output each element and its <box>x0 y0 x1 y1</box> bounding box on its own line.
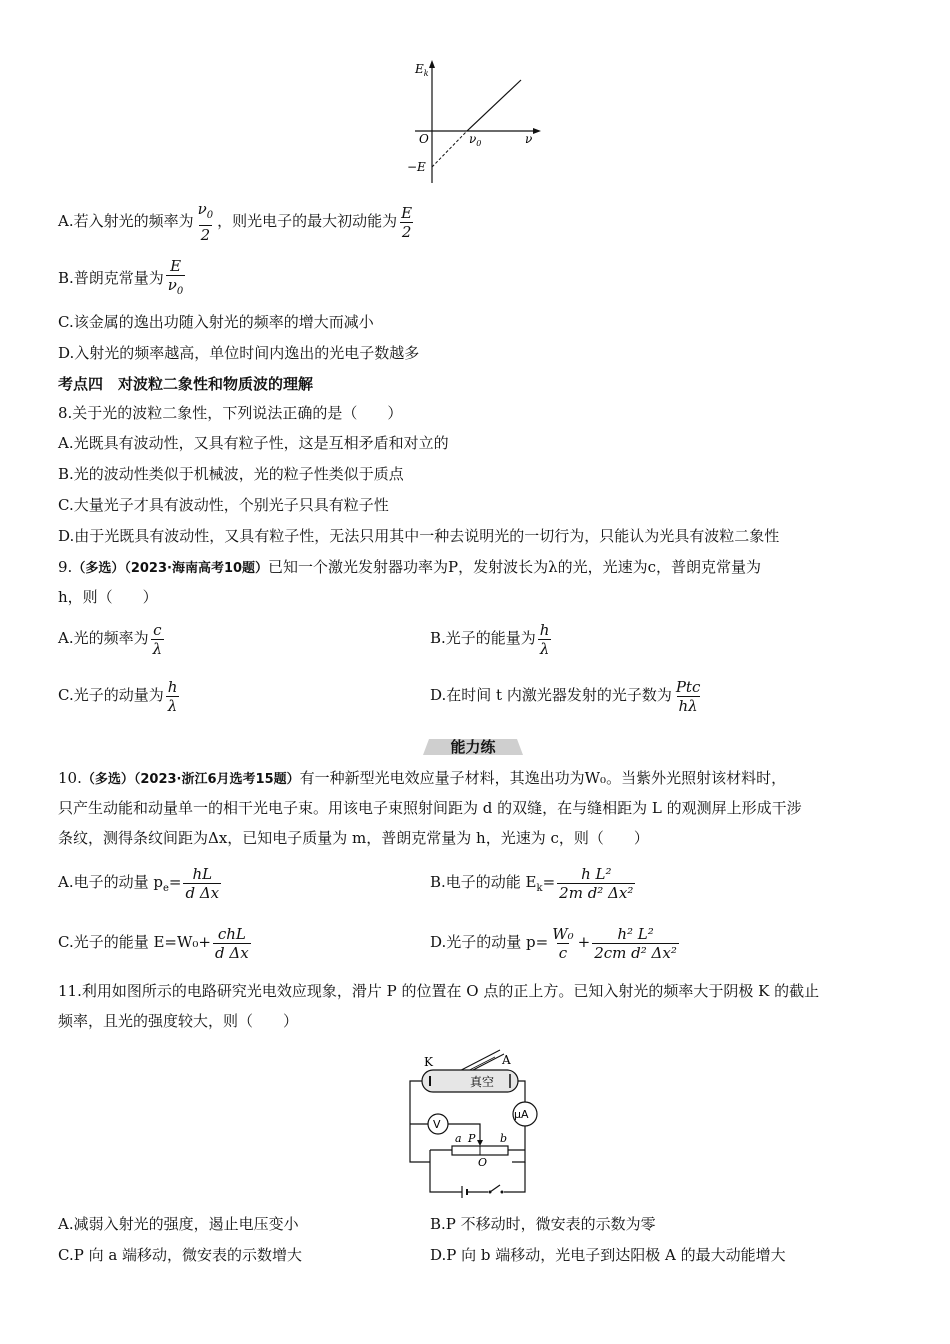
q10-d-den1: c <box>558 943 568 962</box>
q7-option-c: C.该金属的逸出功随入射光的频率的增大而减小 <box>58 313 374 331</box>
q10-b-num: h L² <box>581 864 612 883</box>
q7-a-pre: A.若入射光的频率为 <box>58 212 194 230</box>
dashed-line <box>432 131 467 167</box>
q9-d-den: hλ <box>678 696 698 715</box>
q10-b-den: 2m d² Δx² <box>559 883 634 902</box>
q7-option-d: D.入射光的频率越高，单位时间内逸出的光电子数越多 <box>58 344 420 362</box>
q10-stem-line1 <box>58 767 786 791</box>
rheostat-end-a: a <box>455 1132 462 1145</box>
q10-option-c <box>58 922 253 962</box>
q11-stem-line1: 11.利用如图所示的电路研究光电效应现象，滑片 P 的位置在 O 点的正上方。已知入射光的频率大于阴极 K 的截止 <box>58 982 820 1000</box>
q10-d-num2: h² L² <box>617 924 654 943</box>
q10-d-pre: D.光子的动量 p= <box>430 933 549 951</box>
q7-a-num1-sub: 0 <box>206 210 214 221</box>
solid-line <box>467 80 521 131</box>
badge-text: 能力练 <box>450 738 496 756</box>
q10-number: 10. <box>58 769 82 787</box>
q9-a-num: c <box>153 620 162 639</box>
slider-p-label: P <box>468 1132 476 1145</box>
y-axis-label-sub: k <box>423 69 429 78</box>
voltmeter-label: V <box>433 1118 441 1131</box>
q10-d-plus: + <box>577 933 591 951</box>
q7-a-frac2 <box>399 204 414 241</box>
q9-d-frac <box>674 678 703 715</box>
q10-b-eq: = <box>542 873 556 891</box>
q9-option-a <box>58 618 166 658</box>
q8-option-d: D.由于光既具有波动性，又具有粒子性，无法只用其中一种去说明光的一切行为，只能认为光具有波粒二象性 <box>58 527 780 545</box>
q9-b-pre: B.光子的能量为 <box>430 629 536 647</box>
svg-text:ν0 <box>469 132 481 148</box>
q9-b-frac <box>538 621 552 658</box>
q11-stem-line2: 频率，且光的强度较大，则（ ） <box>58 1012 299 1030</box>
q10-d-frac2 <box>592 925 679 962</box>
q10-stem-line3: 条纹，测得条纹间距为Δx，已知电子质量为 m，普朗克常量为 h，光速为 c，则（ ） <box>58 829 649 847</box>
q10-option-d <box>430 922 681 962</box>
wire-right <box>518 1081 525 1102</box>
q9-option-d <box>430 675 704 715</box>
q10-stem-line2: 只产生动能和动量单一的相干光电子束。用该电子束照射间距为 d 的双缝，在与缝相距为 L 的观测屏上形成干涉 <box>58 799 802 817</box>
q9-b-num: h <box>539 620 550 639</box>
q7-a-den1: 2 <box>200 226 211 244</box>
section-4-heading: 考点四 对波粒二象性和物质波的理解 <box>58 375 314 393</box>
q7-b-num: E <box>170 257 182 275</box>
q9-multi-tag: （多选） <box>72 561 125 576</box>
q10-b-frac <box>557 865 635 902</box>
q8-stem: 8.关于光的波粒二象性，下列说法正确的是（ ） <box>58 404 403 422</box>
q10-a-sub: e <box>162 883 169 894</box>
q11-option-d: D.P 向 b 端移动，光电子到达阳极 A 的最大动能增大 <box>430 1246 786 1264</box>
q9-stem-line1 <box>58 556 761 580</box>
rheostat-end-b: b <box>500 1132 508 1145</box>
q7-b-den-sub: 0 <box>176 286 184 297</box>
q10-c-pre: C.光子的能量 E=W₀+ <box>58 933 211 951</box>
q10-a-den: d Δx <box>185 883 220 902</box>
photoelectric-circuit-diagram <box>400 1040 560 1205</box>
q7-a-den2: 2 <box>401 222 412 241</box>
q10-source: （2023·浙江6月选考15题） <box>133 772 300 787</box>
wire-left <box>410 1081 430 1162</box>
vacuum-label: 真空 <box>470 1075 495 1089</box>
q7-a-frac1 <box>196 200 216 244</box>
q7-a-mid: ，则光电子的最大初动能为 <box>217 212 398 230</box>
q9-option-c <box>58 675 181 715</box>
q7-a-num1: ν <box>197 200 207 218</box>
y-axis-label: E <box>415 62 424 76</box>
q10-a-frac <box>183 865 221 902</box>
q10-option-b <box>430 862 637 909</box>
q9-a-den: λ <box>152 639 163 658</box>
microammeter-label: μA <box>514 1108 529 1121</box>
q9-b-den: λ <box>539 639 550 658</box>
svg-text:Ek <box>414 62 429 78</box>
q11-option-b: B.P 不移动时，微安表的示数为零 <box>430 1215 656 1233</box>
q10-b-pre: B.电子的动能 E <box>430 873 537 891</box>
q9-stem1: 已知一个激光发射器功率为P，发射波长为λ的光，光速为c，普朗克常量为 <box>268 558 762 576</box>
tube-a-label: A <box>502 1053 511 1067</box>
q7-b-pre: B.普朗克常量为 <box>58 269 164 287</box>
x-axis-arrow-icon <box>533 128 541 134</box>
tube-k-label: K <box>424 1055 433 1069</box>
q9-source: （2023·海南高考10题） <box>124 561 269 576</box>
q9-c-frac <box>166 678 180 715</box>
q10-d-num1: W₀ <box>552 924 574 943</box>
q8-option-a: A.光既具有波动性，又具有粒子性，这是互相矛盾和对立的 <box>58 434 449 452</box>
y-axis-arrow-icon <box>429 60 435 68</box>
switch <box>490 1185 500 1192</box>
q8-option-b: B.光的波动性类似于机械波，光的粒子性类似于质点 <box>58 465 404 483</box>
ek-frequency-graph <box>405 55 545 185</box>
q7-b-frac <box>166 257 186 301</box>
q7-option-a <box>58 200 416 244</box>
q10-a-eq: = <box>168 873 182 891</box>
q9-a-frac <box>151 621 165 658</box>
q7-b-den: ν <box>167 276 177 294</box>
q9-c-den: λ <box>167 696 178 715</box>
q9-stem-line2: h，则（ ） <box>58 588 158 606</box>
origin-label: O <box>419 132 429 146</box>
q10-multi-tag: （多选） <box>81 772 134 787</box>
q10-stem1: 有一种新型光电效应量子材料，其逸出功为W₀。当紫外光照射该材料时， <box>299 769 787 787</box>
q7-a-num2: E <box>401 203 413 222</box>
q10-c-den: d Δx <box>215 943 249 962</box>
center-o-label: O <box>478 1156 488 1169</box>
q7-option-b <box>58 257 187 301</box>
slider-p-arrow-icon <box>477 1140 483 1146</box>
q9-option-b <box>430 618 553 658</box>
q10-d-den2: 2cm d² Δx² <box>594 943 677 962</box>
q10-a-pre: A.电子的动量 p <box>58 873 163 891</box>
x-axis-label: ν <box>525 132 533 146</box>
q11-option-a: A.减弱入射光的强度，遏止电压变小 <box>58 1215 299 1233</box>
q10-d-frac1 <box>550 925 575 962</box>
ability-practice-badge <box>423 736 523 758</box>
q9-d-num: Ptc <box>675 677 701 696</box>
q9-number: 9. <box>58 558 73 576</box>
q11-option-c: C.P 向 a 端移动，微安表的示数增大 <box>58 1246 303 1264</box>
q9-a-pre: A.光的频率为 <box>58 629 149 647</box>
q10-c-frac <box>213 925 251 962</box>
q8-option-c: C.大量光子才具有波动性，个别光子只具有粒子性 <box>58 496 389 514</box>
q10-a-num: hL <box>192 864 213 883</box>
q9-c-pre: C.光子的动量为 <box>58 686 164 704</box>
nu0-sub: 0 <box>476 139 482 148</box>
q9-d-pre: D.在时间 t 内激光器发射的光子数为 <box>430 686 672 704</box>
q9-c-num: h <box>167 677 178 696</box>
nu0-label: ν <box>469 132 477 146</box>
q10-c-num: chL <box>217 924 246 943</box>
neg-e-label: −E <box>407 160 426 174</box>
q10-b-sub: k <box>536 883 543 894</box>
q10-option-a <box>58 862 223 909</box>
